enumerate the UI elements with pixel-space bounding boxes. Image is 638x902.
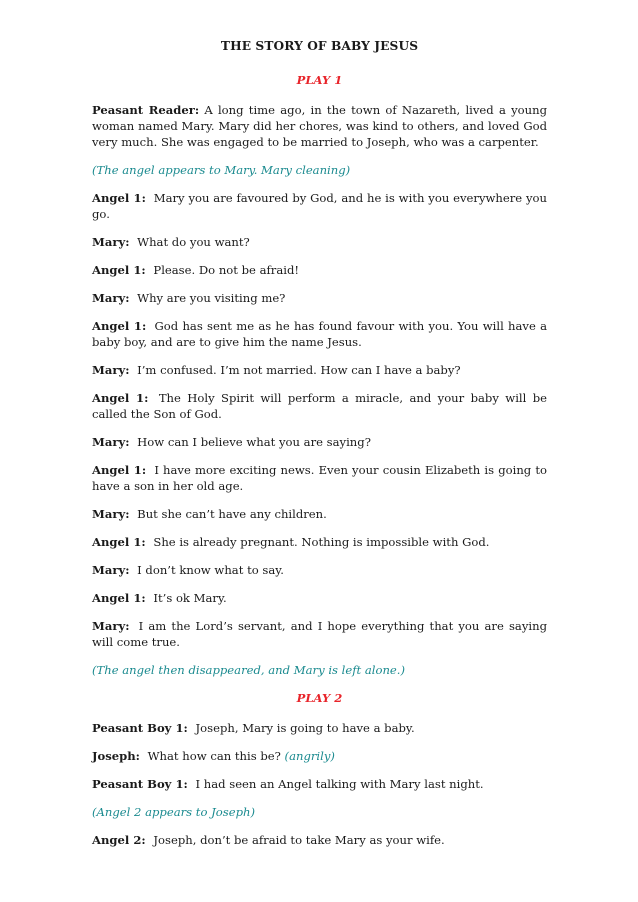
speaker-name: Angel 1: [92,535,146,549]
dialogue-line [92,590,547,606]
speaker-name: Mary: [92,563,130,577]
speaker-name: Mary: [92,363,130,377]
dialogue-text: Mary you are favoured by God, and he is with you everywhere you go. [92,191,547,221]
speaker-name: Angel 1: [92,319,147,333]
dialogue-text: She is already pregnant. Nothing is impossible with God. [153,535,490,549]
dialogue-text: I have more exciting news. Even your cousin Elizabeth is going to have a son in her old age. [92,463,548,493]
dialogue-line [92,462,547,494]
dialogue-text: The Holy Spirit will perform a miracle, and your baby will be called the Son of God. [92,391,547,421]
dialogue-line [92,832,547,848]
dialogue-line-peasant-reader [92,102,547,150]
dialogue-text: What do you want? [137,235,250,249]
stage-direction: (Angel 2 appears to Joseph) [92,805,255,819]
page-title: THE STORY OF BABY JESUS [220,39,419,53]
dialogue-line [92,720,547,736]
dialogue-text: Joseph, don’t be afraid to take Mary as your wife. [153,833,445,847]
speaker-name: Mary: [92,435,130,449]
speaker-name: Peasant Boy 1: [92,777,188,791]
dialogue-text: A long time ago, in the town of Nazareth, lived a young woman named Mary. Mary did her chores, was kind to others, and loved God very much. She was engaged to be married to Joseph, who was a carpenter. [92,103,547,149]
dialogue-line [92,190,547,222]
dialogue-text: I don’t know what to say. [137,563,284,577]
dialogue-text: God has sent me as he has found favour with you. You will have a baby boy, and are to give him the name Jesus. [92,319,548,349]
play-1-heading: PLAY 1 [296,73,343,87]
speaker-name: Joseph: [92,749,140,763]
speaker-name: Angel 2: [92,833,146,847]
dialogue-line [92,434,547,450]
dialogue-line [92,618,547,650]
document-page [92,38,547,860]
speaker-name: Peasant Reader: [92,103,200,117]
speaker-name: Angel 1: [92,191,146,205]
dialogue-text: Please. Do not be afraid! [153,263,300,277]
speaker-name: Mary: [92,291,130,305]
speaker-name: Angel 1: [92,463,147,477]
play-2-heading: PLAY 2 [296,691,343,705]
dialogue-line [92,234,547,250]
dialogue-text: I am the Lord’s servant, and I hope everything that you are saying will come true. [92,619,547,649]
speaker-name: Angel 1: [92,263,146,277]
dialogue-line [92,562,547,578]
speaker-name: Angel 1: [92,391,149,405]
dialogue-line [92,262,547,278]
dialogue-text: Why are you visiting me? [137,291,286,305]
dialogue-text: How can I believe what you are saying? [137,435,371,449]
speaker-name: Angel 1: [92,591,146,605]
dialogue-line [92,748,547,764]
dialogue-text: Joseph, Mary is going to have a baby. [195,721,415,735]
speaker-name: Mary: [92,235,130,249]
dialogue-text: But she can’t have any children. [137,507,327,521]
dialogue-line [92,506,547,522]
dialogue-text: It’s ok Mary. [153,591,227,605]
stage-direction: (The angel then disappeared, and Mary is left alone.) [92,663,405,677]
speaker-name: Mary: [92,619,130,633]
dialogue-line [92,362,547,378]
dialogue-text: I’m confused. I’m not married. How can I have a baby? [137,363,461,377]
inline-stage-direction: (angrily) [284,749,335,763]
dialogue-line [92,390,547,422]
speaker-name: Mary: [92,507,130,521]
dialogue-line [92,534,547,550]
speaker-name: Peasant Boy 1: [92,721,188,735]
dialogue-line [92,290,547,306]
dialogue-text: I had seen an Angel talking with Mary last night. [195,777,484,791]
dialogue-line [92,776,547,792]
stage-direction: (The angel appears to Mary. Mary cleaning) [92,163,351,177]
dialogue-line [92,318,547,350]
dialogue-text: What how can this be? [147,749,281,763]
